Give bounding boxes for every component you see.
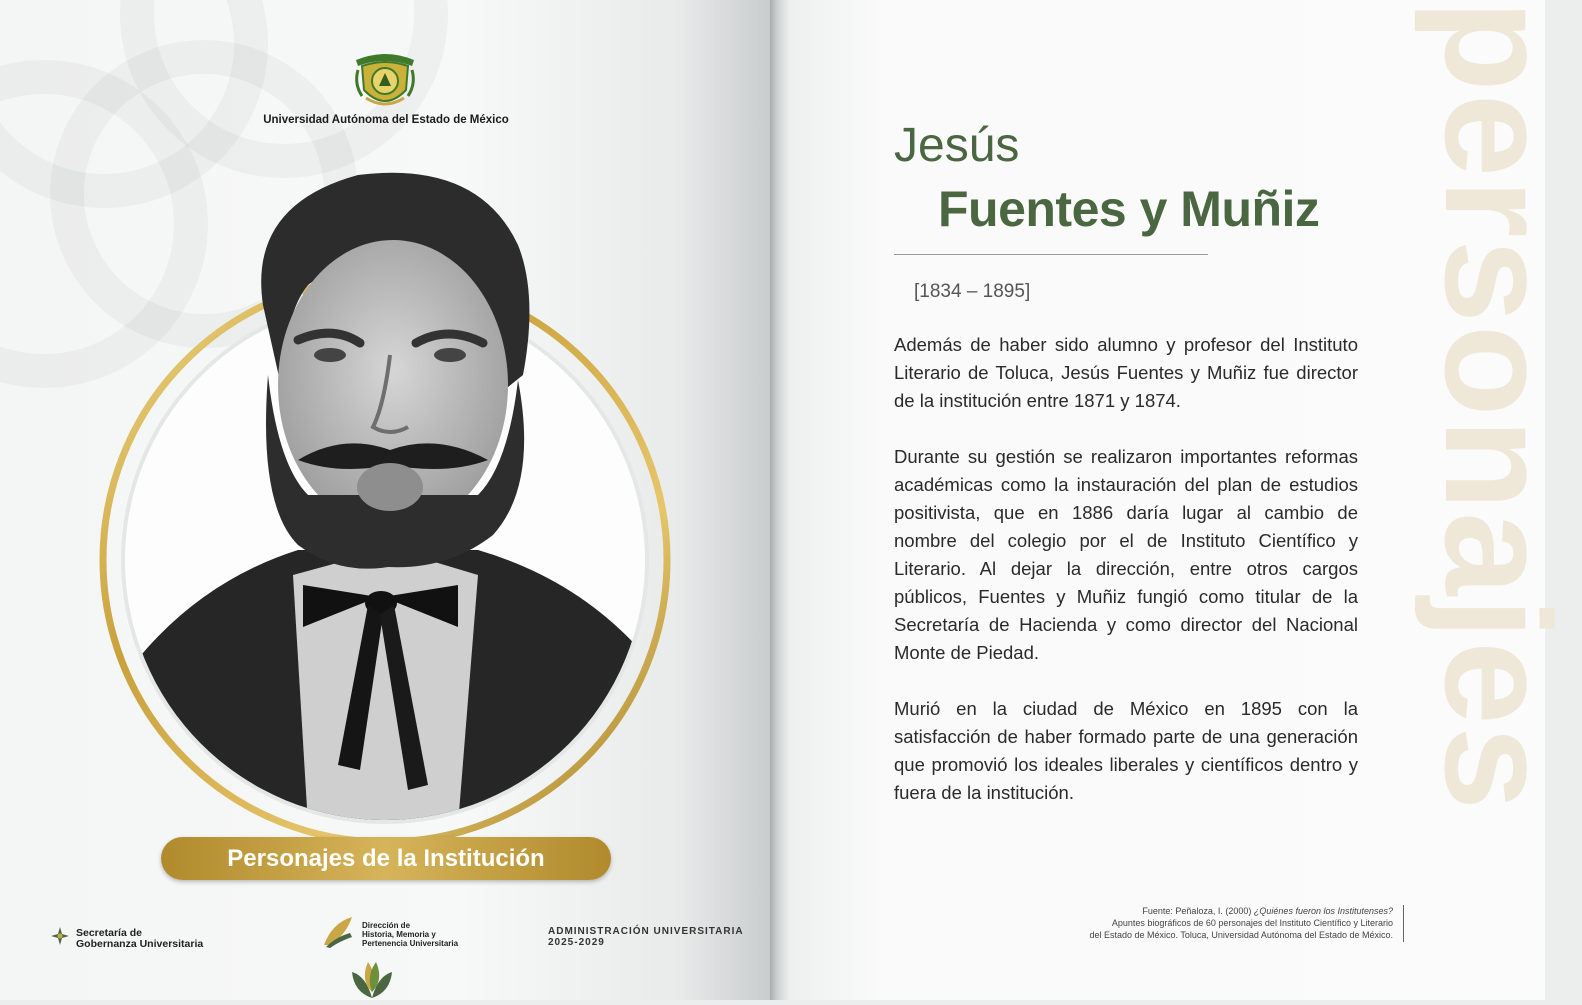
secretaria-gobernanza-logo — [50, 926, 203, 951]
leaf-emblem-icon — [348, 958, 396, 1005]
left-page — [0, 0, 770, 1000]
life-dates: [1834 – 1895] — [914, 281, 1031, 302]
biography — [894, 331, 1358, 835]
university-name: Universidad Autónoma del Estado de México — [263, 114, 509, 126]
source-divider — [1403, 905, 1404, 942]
secretaria-line1: Secretaría de — [76, 926, 142, 939]
source-citation — [1020, 905, 1393, 941]
name-last: Fuentes y Muñiz — [938, 181, 1320, 237]
admin-line1: ADMINISTRACIÓN UNIVERSITARIA — [548, 926, 744, 937]
book-leaf-icon — [322, 915, 356, 954]
portrait — [98, 165, 678, 825]
admin-line2: 2025-2029 — [548, 937, 605, 948]
direccion-line2: Historia, Memoria y — [362, 930, 436, 939]
source-line2: Apuntes biográficos de 60 personajes del Instituto Científico y Literario — [1111, 918, 1393, 928]
uaem-crest-logo — [352, 50, 418, 110]
secretaria-line2: Gobernanza Universitaria — [76, 937, 204, 950]
direccion-line3: Pertenencia Universitaria — [362, 939, 459, 948]
institution-characters-banner: Personajes de la Institución — [161, 837, 611, 880]
book-spine — [770, 0, 790, 1000]
source-line3: del Estado de México. Toluca, Universidad Autónoma del Estado de México. — [1089, 930, 1393, 940]
source-title: ¿Quiénes fueron los Institutenses? — [1253, 906, 1393, 916]
administracion-label — [548, 926, 744, 948]
star-icon — [50, 926, 70, 951]
bio-paragraph-3: Murió en la ciudad de México en 1895 con la satisfacción de haber formado parte de una generación que promovió los ideales liberales y científicos dentro y fuera de la institución. — [894, 698, 1358, 803]
bio-paragraph-2: Durante su gestión se realizaron importantes reformas académicas como la instauración del plan de estudios positivista, que en 1886 daría lugar al cambio de nombre del colegio por el de Instituto Científico y Literario. Al dejar la dirección, entre otros cargos públicos, Fuentes y Muñiz fungió como titular de la Secretaría de Hacienda y como director del Nacional Monte de Piedad. — [894, 446, 1358, 663]
bio-paragraph-1: Además de haber sido alumno y profesor del Instituto Literario de Toluca, Jesús Fuentes y Muñiz fue director de la institución entre 1871 y 1874. — [894, 334, 1358, 411]
vertical-decoration — [1414, 0, 1582, 1000]
direccion-line1: Dirección de — [362, 921, 411, 930]
direccion-historia-logo — [322, 915, 458, 954]
vertical-deco-word: personajes — [1414, 0, 1582, 813]
name-first: Jesús — [894, 119, 1020, 172]
title-divider — [894, 254, 1208, 255]
right-page — [790, 0, 1582, 1000]
source-prefix: Fuente: Peñaloza, I. (2000) — [1142, 906, 1254, 916]
